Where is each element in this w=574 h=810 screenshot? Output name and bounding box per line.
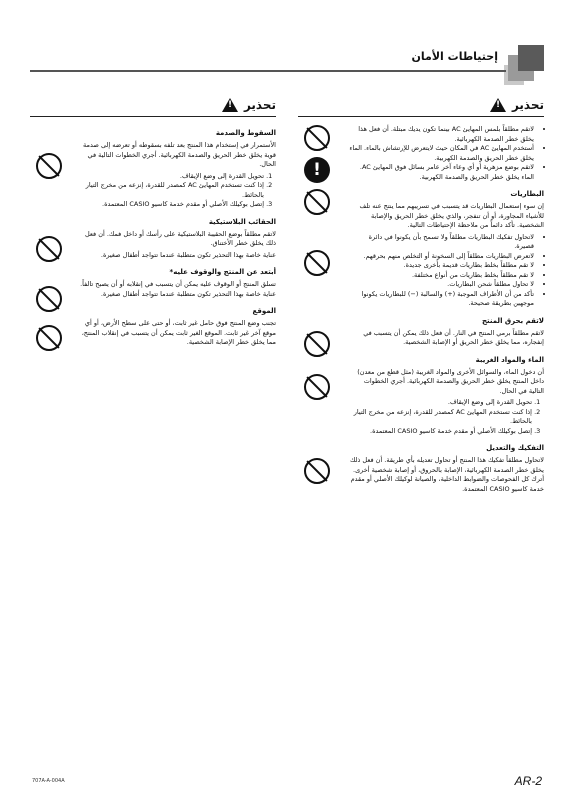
section-ac-adapter (298, 125, 544, 182)
prohibition-icon (304, 250, 330, 276)
header-corner-decoration (504, 45, 544, 85)
section-batteries (298, 190, 544, 309)
section-heading: الماء والمواد الغريبة (475, 355, 544, 364)
section-text: لاتحاول مطلقاً تفكيك هذا المنتج أو تحاول تعديله بأي طريقة. أن فعل ذلك يخلق خطر الصدمة الكهربائية، الإصابة بالحروق، أو إصابة شخصية أخرى. أترك كل الفحوصات والضوابط الداخلية، والصيانة لوكيلك الأصلي أو مقدم خدمة كاسيو CASIO المعتمدة. (350, 456, 544, 493)
list-item: • لاتحاول تفكيك البطاريات مطلقاً ولا تسمح بأن يكونوا في دائرة قصيرة. (348, 233, 534, 252)
list-item: 3. إتصل بوكيلك الأصلي أو مقدم خدمة كاسيو CASIO المعتمدة. (80, 200, 264, 210)
section-water (298, 356, 544, 437)
right-column (298, 96, 544, 696)
prohibition-icon (36, 236, 62, 262)
list-item: 2. إذا كنت تستخدم المهايئ AC كمصدر للقدرة، إنزعه من مخرج التيار بالحائط. (348, 408, 532, 427)
warning-triangle-icon (490, 98, 506, 112)
section-text: أن دخول الماء، والسوائل الأخرى والمواد الغريبة (مثل قطع من معدن) داخل المنتج يخلق خطر الحريق والصدمة الكهربائية. أجري الخطوات التالية في الحال. (357, 367, 544, 395)
warning-triangle-icon (222, 98, 238, 112)
prohibition-icon (36, 153, 62, 179)
section-heading: لاتقم بحرق المنتج (481, 316, 544, 325)
prohibition-icon (36, 325, 62, 351)
list-item: • لا تحاول مطلقاً شحن البطاريات. (348, 280, 534, 290)
list-item: • لاتقم بوضع مزهرية أو أي وعاء آخر عامر بسائل فوق المهايئ AC. الماء يخلق خطر الحريق والصدمة الكهربية. (348, 163, 534, 182)
section-text: لاتقم مطلقاً بوضع الحقيبة البلاستيكية على رأسك أو داخل فمك. أن فعل ذلك يخلق خطر الأختناق. (84, 229, 276, 247)
section-text: تجنب وضع المنتج فوق حامل غير ثابت، أو حتى على سطح الأرض، أو أي موقع آخر غير ثابت. الموقع الغير ثابت يمكن أن يتسبب في إنقلاب المنتج، مما يخلق خطر الإصابة الشخصية. (81, 319, 276, 346)
list-item: 2. إذا كنت تستخدم المهايئ AC كمصدر للقدرة، إنزعه من مخرج التيار بالحائط. (80, 181, 264, 200)
warning-heading-left: تحذير ! (30, 96, 276, 117)
no-fire-icon (304, 331, 330, 357)
left-column (30, 96, 276, 696)
section-impact (30, 129, 276, 210)
no-water-icon (304, 374, 330, 400)
section-text: لاتقم مطلقاً برمي المنتج في النار. أن فعل ذلك يمكن أن يتسبب في إنفجاره، مما يخلق خطر الحريق أو الإصابة الشخصية. (363, 328, 544, 346)
mandatory-action-icon (304, 157, 330, 183)
list-item: 3. إتصل بوكيلك الأصلي أو مقدم خدمة كاسيو CASIO المعتمدة. (348, 427, 532, 437)
list-item: • لا تقم مطلقاً بخلط بطاريات من أنواع مختلفة. (348, 271, 534, 281)
no-wet-hands-icon (304, 125, 330, 151)
section-fire (298, 317, 544, 348)
section-text: الأستمرار في إستخدام هذا المنتج بعد تلفه بسقوطه أو تعرضه إلى صدمة قوية يخلق خطر الحريق والصدمة الكهربائية. أجري الخطوات التالية في الحال. (82, 141, 276, 168)
list-item: 1. تحويل القدرة إلى وضع الإيقاف. (80, 172, 264, 182)
section-bags (30, 218, 276, 261)
section-disassembly (298, 444, 544, 494)
document-code: 707A-A-004A (32, 778, 65, 784)
list-item: • تأكد من أن الأطراف الموجبة (+) والسالبة (−) للبطاريات يكونوا موجهين بطريقة صحيحة. (348, 290, 534, 309)
warning-heading-right: تحذير ! (298, 96, 544, 117)
section-heading: البطاريات (510, 190, 544, 198)
section-heading: أبتعد عن المنتج والوقوف عليه* (169, 268, 276, 276)
list-item: • لا تقم مطلقاً بخلط بطاريات قديمة بأخرى جديدة. (348, 261, 534, 271)
section-climb (30, 268, 276, 299)
section-heading: الحقائب البلاستيكية (208, 217, 276, 226)
section-heading: الموقع (252, 307, 276, 315)
list-item: • لاتقم مطلقاً بلمس المهايئ AC بينما تكون يديك مبتلة. أن فعل هذا يخلق خطر الصدمة الكهربائية. (348, 125, 534, 144)
list-item: • أستخدم المهايئ AC في المكان حيث لايتعرض للإرتشاش بالماء. الماء يخلق خطر الحريق والصدمة الكهربية. (348, 144, 534, 163)
list-item: 1. تحويل القدرة إلى وضع الإيقاف. (348, 398, 532, 408)
header-rule (30, 70, 506, 72)
section-text: إن سوء إستعمال البطاريات قد يتسبب في تسريبهم مما ينتج عنه تلف للأشياء المجاورة، أو أن تنفجر، والذي يخلق خطر الحريق والإصابة الشخصية. تأكد دائماً من ملاحظة الإحتياطات التالية. (359, 202, 544, 229)
section-heading: التفكيك والتعديل (486, 444, 544, 452)
page-title: إحتياطات الأمان (411, 50, 498, 63)
section-heading: السقوط والصدمة (215, 129, 276, 137)
list-item: • لاتعرض البطاريات مطلقاً إلى السخونة أو التخلص منهم بحرقهم. (348, 252, 534, 262)
section-text: تسلق المنتج أو الوقوف عليه يمكن أن يتسبب في إنقلابه أو أن يصبح تالفاً. عناية خاصة بهذا التحذير تكون متطلبة عندما تتواجد أطفال صغيرة. (80, 280, 276, 298)
page-number: AR-2 (514, 774, 542, 788)
no-disassembly-icon (304, 458, 330, 484)
section-note: عناية خاصة بهذا التحذير تكون متطلبة عندما تتواجد أطفال صغيرة. (100, 250, 276, 259)
section-location (30, 307, 276, 348)
